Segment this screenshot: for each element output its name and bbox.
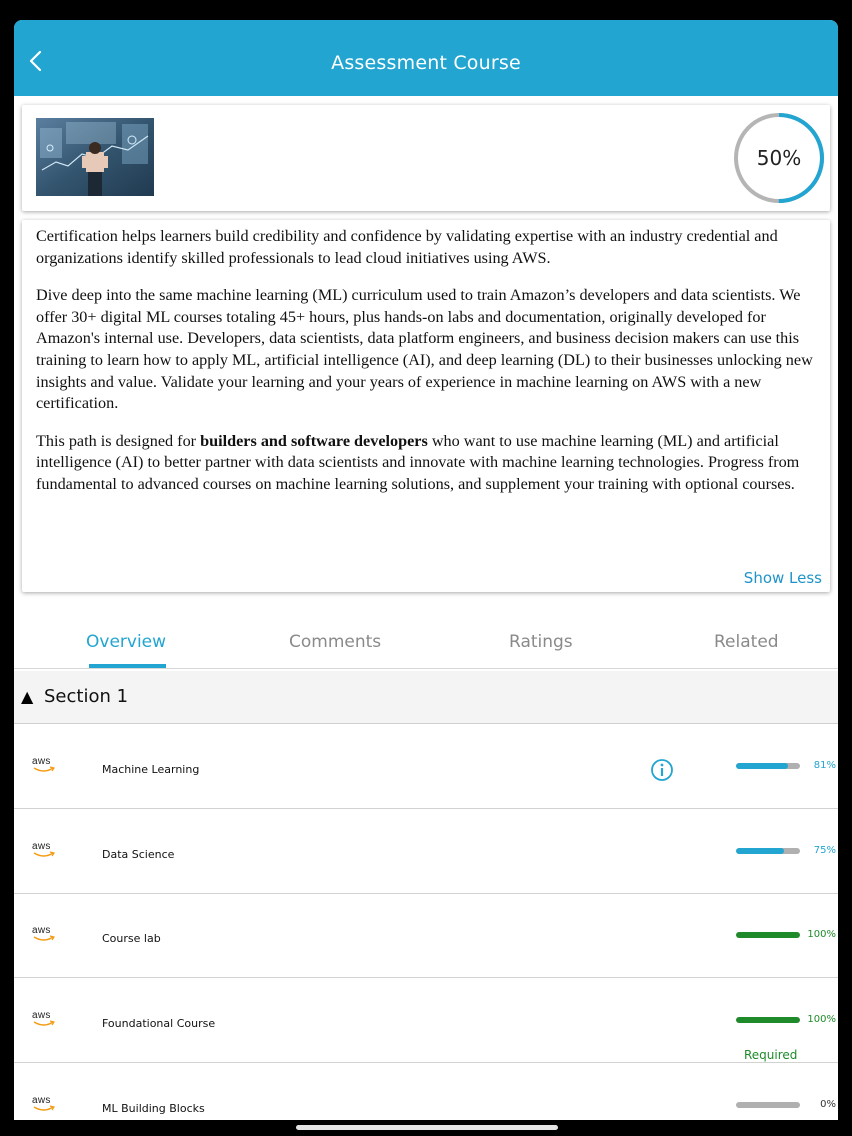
section-title: Section 1 (44, 686, 129, 707)
course-description-card (22, 220, 830, 592)
module-title: Foundational Course (102, 1017, 216, 1030)
module-progress-fill (736, 848, 784, 854)
aws-smile-icon (33, 766, 55, 774)
aws-smile-icon (33, 935, 55, 943)
module-title: Machine Learning (102, 763, 200, 776)
module-progress-bar (736, 763, 800, 769)
description-p3-start: This path is designed for (36, 431, 201, 450)
course-thumbnail-image (36, 118, 154, 196)
page-title: Assessment Course (331, 52, 521, 74)
module-progress-fill (736, 932, 800, 938)
module-progress-bar (736, 1102, 800, 1108)
aws-logo-text: aws (32, 841, 51, 852)
module-progress-percent: 75% (813, 845, 836, 856)
tab-comments[interactable]: Comments (289, 632, 382, 652)
module-progress-bar (736, 1017, 800, 1023)
module-row[interactable] (14, 893, 838, 978)
aws-logo-icon (32, 756, 56, 776)
description-paragraph-3 (36, 431, 826, 496)
description-p3-end: who want to use machine learning (ML) and artificial intelligence (AI) to better partner with data scientists and innovate with machine learning technologies. Progress from fundamental to advanced courses on machine learning solutions, and supplement your training with optional courses. (36, 431, 800, 493)
module-row[interactable] (14, 1063, 838, 1120)
aws-logo-text: aws (32, 925, 51, 936)
aws-logo-text: aws (32, 756, 51, 767)
section-header[interactable] (14, 671, 838, 724)
module-row[interactable] (14, 809, 838, 894)
course-progress-label: 50% (756, 146, 802, 170)
tab-overview[interactable]: Overview (86, 632, 167, 652)
required-label: Required (744, 1048, 798, 1062)
module-row[interactable] (14, 724, 838, 809)
aws-smile-icon (33, 1105, 55, 1113)
module-progress-bar (736, 848, 800, 854)
aws-smile-icon (33, 851, 55, 859)
course-description (36, 226, 826, 512)
module-progress-percent: 0% (820, 1099, 836, 1110)
aws-logo-icon (32, 925, 56, 945)
aws-logo-text: aws (32, 1095, 51, 1106)
module-title: ML Building Blocks (102, 1102, 205, 1115)
module-row[interactable] (14, 978, 838, 1063)
module-title: Course lab (102, 932, 161, 945)
collapse-triangle-icon[interactable]: ▲ (21, 687, 34, 706)
active-tab-indicator (89, 664, 166, 668)
module-progress-percent: 100% (807, 1014, 836, 1025)
course-summary-card (22, 105, 830, 211)
aws-smile-icon (33, 1020, 55, 1028)
description-p3-bold: builders and software developers (200, 431, 428, 450)
tab-bar (14, 620, 838, 669)
module-progress-percent: 81% (813, 760, 836, 771)
tab-related[interactable]: Related (714, 632, 779, 652)
description-paragraph-2: Dive deep into the same machine learning (ML) curriculum used to train Amazon’s developers and data scientists. We offer 30+ digital ML courses totaling 45+ hours, plus hands-on labs and documentation, originally developed for Amazon's internal use. Developers, data scientists, data platform engineers, and business decision makers can use this training to learn how to apply ML, artificial intelligence (AI), and deep learning (DL) to their businesses unlocking new insights and value. Validate your learning and your years of experience in machine learning on AWS with a new certification. (36, 286, 813, 413)
tab-ratings[interactable]: Ratings (509, 632, 573, 652)
module-title: Data Science (102, 848, 175, 861)
home-indicator (296, 1125, 558, 1130)
aws-logo-icon (32, 841, 56, 861)
header-bar (14, 20, 838, 96)
module-progress-bar (736, 932, 800, 938)
info-icon[interactable] (650, 758, 674, 782)
show-less-link[interactable]: Show Less (743, 569, 822, 587)
module-progress-percent: 100% (807, 929, 836, 940)
module-progress-fill (736, 763, 788, 769)
module-progress-fill (736, 1017, 800, 1023)
description-paragraph-1: Certification helps learners build credibility and confidence by validating expertise with an industry credential and organizations identify skilled professionals to lead cloud initiatives using AWS. (36, 227, 778, 267)
aws-logo-icon (32, 1095, 56, 1115)
aws-logo-text: aws (32, 1010, 51, 1021)
app-screen (14, 20, 838, 1120)
aws-logo-icon (32, 1010, 56, 1030)
